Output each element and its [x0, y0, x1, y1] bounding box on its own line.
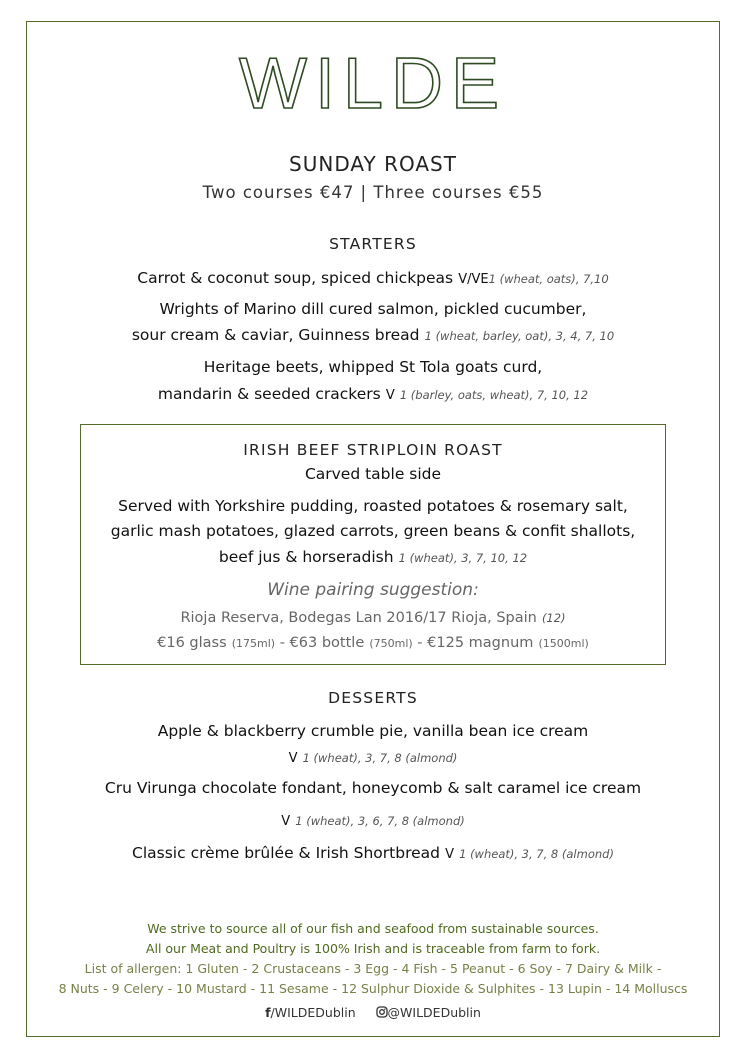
wine-label: Rioja Reserva, Bodegas Lan 2016/17 Rioja, Spain	[180, 610, 537, 626]
dessert-item	[0, 810, 746, 829]
diet-tag: V	[385, 388, 395, 403]
bottle-size: (750ml)	[369, 637, 413, 650]
facebook-handle: /WILDEDublin	[270, 1005, 356, 1020]
allergen-note: 1 (barley, oats, wheat), 7, 10, 12	[399, 388, 589, 402]
wine-pairing-title: Wine pairing suggestion:	[267, 580, 479, 600]
svg-text:WILDE: WILDE	[238, 44, 508, 124]
dessert-item-line: Apple & blackberry crumble pie, vanilla bean ice cream	[157, 722, 589, 740]
wine-prices	[0, 632, 746, 651]
dish-name: Carrot & coconut soup, spiced chickpeas	[137, 269, 454, 287]
facebook-icon: f	[265, 1005, 271, 1020]
facebook-link[interactable]	[265, 1005, 360, 1020]
starter-item	[0, 384, 746, 403]
main-subheading: Carved table side	[304, 465, 442, 483]
dish-name: Classic crème brûlée & Irish Shortbread	[132, 844, 440, 862]
allergen-note: 1 (wheat), 3, 7, 8 (almond)	[459, 847, 614, 861]
sustainability-note: We strive to source all of our fish and seafood from sustainable sources.	[147, 921, 599, 936]
allergen-note: 1 (wheat), 3, 7, 8 (almond)	[302, 751, 458, 765]
dish-name: sour cream & caviar, Guinness bread	[131, 326, 420, 344]
main-description: garlic mash potatoes, glazed carrots, green beans & confit shallots,	[110, 522, 636, 540]
wilde-logo	[0, 44, 746, 124]
allergen-note: 1 (wheat, oats), 7,10	[488, 272, 609, 286]
allergen-note: 1 (wheat), 3, 6, 7, 8 (almond)	[295, 814, 465, 828]
glass-price: €16 glass	[157, 635, 227, 651]
allergen-note: 1 (wheat, barley, oat), 3, 4, 7, 10	[424, 329, 615, 343]
main-heading: IRISH BEEF STRIPLOIN ROAST	[243, 441, 503, 459]
diet-tag: V	[445, 847, 454, 862]
sustainability-note: All our Meat and Poultry is 100% Irish and is traceable from farm to fork.	[145, 941, 601, 956]
instagram-icon	[376, 1006, 388, 1018]
starter-item-line: Wrights of Marino dill cured salmon, pickled cucumber,	[159, 300, 587, 318]
starter-item-line: Heritage beets, whipped St Tola goats curd,	[203, 358, 543, 376]
dish-name: mandarin & seeded crackers	[157, 385, 381, 403]
bottle-price: - €63 bottle	[275, 635, 365, 651]
wilde-logo-mark	[238, 44, 508, 124]
social-links	[0, 1005, 746, 1020]
dessert-item	[0, 843, 746, 862]
allergen-note: 1 (wheat), 3, 7, 10, 12	[398, 551, 528, 565]
starter-item	[0, 268, 746, 287]
glass-size: (175ml)	[231, 637, 276, 650]
main-description: Served with Yorkshire pudding, roasted potatoes & rosemary salt,	[118, 497, 628, 515]
allergen-list: List of allergen: 1 Gluten - 2 Crustaceans - 3 Egg - 4 Fish - 5 Peanut - 6 Soy - 7 Dairy & Milk -	[84, 961, 662, 976]
allergen-note: (12)	[541, 611, 566, 625]
main-description-last	[0, 547, 746, 566]
desserts-heading: DESSERTS	[328, 689, 418, 707]
price-line: Two courses €47 | Three courses €55	[202, 183, 544, 202]
wine-name	[0, 607, 746, 626]
starter-item	[0, 325, 746, 344]
allergen-list: 8 Nuts - 9 Celery - 10 Mustard - 11 Sesame - 12 Sulphur Dioxide & Sulphites - 13 Lupin - 14 Molluscs	[58, 981, 688, 996]
dessert-item	[0, 747, 746, 766]
magnum-size: (1500ml)	[538, 637, 589, 650]
dish-name: beef jus & horseradish	[218, 548, 394, 566]
diet-tag: V/VE	[458, 272, 489, 287]
main-course-box	[80, 424, 666, 665]
magnum-price: - €125 magnum	[412, 635, 534, 651]
instagram-handle: @WILDEDublin	[387, 1005, 481, 1020]
starters-heading: STARTERS	[329, 235, 417, 253]
diet-tag: V	[288, 751, 298, 766]
menu-title: SUNDAY ROAST	[289, 152, 457, 176]
instagram-link[interactable]	[376, 1005, 481, 1020]
dessert-item-line: Cru Virunga chocolate fondant, honeycomb & salt caramel ice cream	[104, 779, 642, 797]
diet-tag: V	[281, 814, 291, 829]
